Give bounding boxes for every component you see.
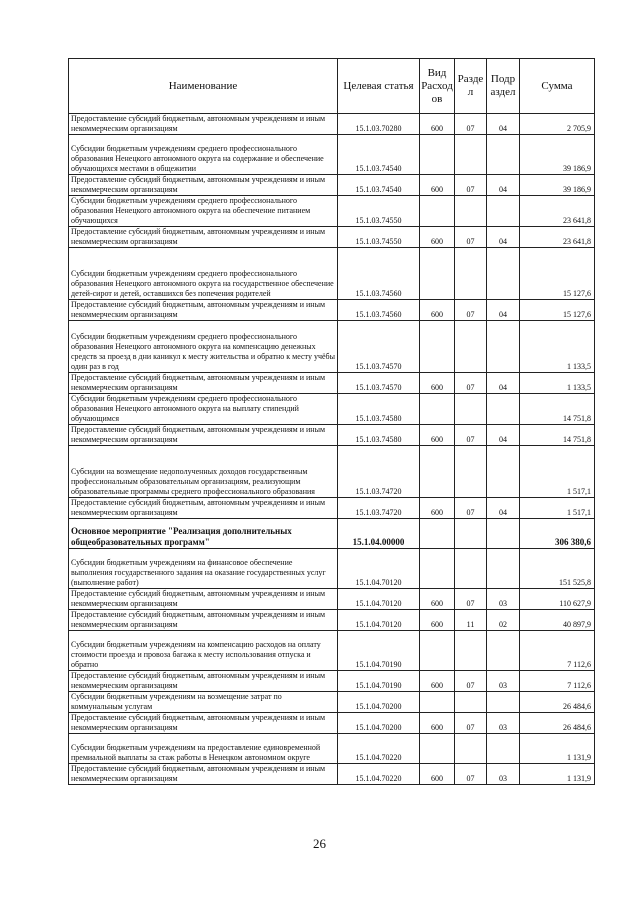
cell-vid — [420, 394, 455, 425]
table-row — [69, 248, 595, 300]
table-row — [69, 446, 595, 498]
cell-vid — [420, 321, 455, 373]
cell-sum: 23 641,8 — [520, 196, 595, 227]
cell-razd: 07 — [455, 589, 487, 610]
cell-podr — [487, 446, 520, 498]
cell-code: 15.1.04.70220 — [338, 764, 420, 785]
cell-sum: 1 517,1 — [520, 498, 595, 519]
budget-table — [68, 58, 595, 785]
cell-sum: 151 525,8 — [520, 549, 595, 589]
cell-name: Предоставление субсидий бюджетным, автономным учреждениям и иным некоммерческим организациям — [69, 610, 338, 631]
table-row — [69, 671, 595, 692]
cell-code: 15.1.03.74720 — [338, 498, 420, 519]
cell-podr — [487, 196, 520, 227]
table-body — [69, 114, 595, 785]
cell-vid — [420, 196, 455, 227]
cell-name: Предоставление субсидий бюджетным, автономным учреждениям и иным некоммерческим организациям — [69, 764, 338, 785]
cell-razd: 07 — [455, 227, 487, 248]
cell-vid — [420, 446, 455, 498]
table-row — [69, 589, 595, 610]
cell-vid — [420, 734, 455, 764]
cell-podr: 04 — [487, 498, 520, 519]
cell-podr: 04 — [487, 227, 520, 248]
cell-razd — [455, 196, 487, 227]
header-sum: Сумма — [520, 59, 595, 114]
header-vid: Вид Расход ов — [420, 59, 455, 114]
cell-name: Субсидии бюджетным учреждениям на финансовое обеспечение выполнения государственного задания на оказание государственных услуг (выполнение работ) — [69, 549, 338, 589]
cell-sum: 1 133,5 — [520, 373, 595, 394]
cell-podr: 04 — [487, 373, 520, 394]
cell-sum: 7 112,6 — [520, 671, 595, 692]
table-row — [69, 321, 595, 373]
cell-code: 15.1.04.70220 — [338, 734, 420, 764]
cell-vid — [420, 549, 455, 589]
cell-name: Предоставление субсидий бюджетным, автономным учреждениям и иным некоммерческим организациям — [69, 713, 338, 734]
cell-name: Предоставление субсидий бюджетным, автономным учреждениям и иным некоммерческим организациям — [69, 671, 338, 692]
cell-vid: 600 — [420, 713, 455, 734]
cell-code: 15.1.03.74560 — [338, 248, 420, 300]
cell-name: Субсидии бюджетным учреждениям среднего профессионального образования Ненецкого автономного округа на содержание и обеспечение обучающихся местами в общежитии — [69, 135, 338, 175]
cell-code: 15.1.03.74540 — [338, 175, 420, 196]
cell-razd: 07 — [455, 114, 487, 135]
cell-name: Предоставление субсидий бюджетным, автономным учреждениям и иным некоммерческим организациям — [69, 589, 338, 610]
cell-name: Субсидии на возмещение недополученных доходов государственным профессиональным образовательным организациям, реализующим образовательные программы среднего профессионального образования — [69, 446, 338, 498]
cell-razd — [455, 519, 487, 549]
cell-name: Предоставление субсидий бюджетным, автономным учреждениям и иным некоммерческим организациям — [69, 114, 338, 135]
cell-code: 15.1.03.70280 — [338, 114, 420, 135]
cell-name: Субсидии бюджетным учреждениям на компенсацию расходов на оплату стоимости проезда и провоза багажа к месту использования отпуска и обратно — [69, 631, 338, 671]
cell-razd: 07 — [455, 671, 487, 692]
cell-name: Субсидии бюджетным учреждениям на возмещение затрат по коммунальным услугам — [69, 692, 338, 713]
cell-code: 15.1.03.74580 — [338, 425, 420, 446]
cell-sum: 7 112,6 — [520, 631, 595, 671]
cell-razd: 07 — [455, 425, 487, 446]
cell-code: 15.1.03.74570 — [338, 321, 420, 373]
cell-razd — [455, 692, 487, 713]
table-row — [69, 713, 595, 734]
cell-code: 15.1.03.74540 — [338, 135, 420, 175]
table-row — [69, 498, 595, 519]
cell-podr: 03 — [487, 764, 520, 785]
cell-vid: 600 — [420, 175, 455, 196]
cell-vid: 600 — [420, 671, 455, 692]
cell-vid: 600 — [420, 425, 455, 446]
table-row — [69, 519, 595, 549]
cell-name: Предоставление субсидий бюджетным, автономным учреждениям и иным некоммерческим организациям — [69, 300, 338, 321]
cell-sum: 39 186,9 — [520, 175, 595, 196]
cell-name: Предоставление субсидий бюджетным, автономным учреждениям и иным некоммерческим организациям — [69, 175, 338, 196]
cell-name: Предоставление субсидий бюджетным, автономным учреждениям и иным некоммерческим организациям — [69, 498, 338, 519]
cell-podr — [487, 692, 520, 713]
cell-podr — [487, 135, 520, 175]
cell-podr — [487, 321, 520, 373]
cell-podr: 03 — [487, 589, 520, 610]
cell-vid — [420, 519, 455, 549]
cell-sum: 1 131,9 — [520, 734, 595, 764]
cell-podr — [487, 248, 520, 300]
table-row — [69, 175, 595, 196]
header-code: Целевая статья — [338, 59, 420, 114]
cell-razd — [455, 631, 487, 671]
cell-code: 15.1.04.70120 — [338, 549, 420, 589]
cell-code: 15.1.04.70200 — [338, 713, 420, 734]
cell-podr — [487, 631, 520, 671]
cell-podr: 02 — [487, 610, 520, 631]
cell-vid: 600 — [420, 227, 455, 248]
cell-vid: 600 — [420, 373, 455, 394]
table-row — [69, 734, 595, 764]
cell-code: 15.1.03.74560 — [338, 300, 420, 321]
table-row — [69, 394, 595, 425]
cell-code: 15.1.04.70190 — [338, 671, 420, 692]
cell-code: 15.1.03.74550 — [338, 196, 420, 227]
cell-sum: 39 186,9 — [520, 135, 595, 175]
cell-podr — [487, 734, 520, 764]
cell-vid: 600 — [420, 498, 455, 519]
cell-razd — [455, 248, 487, 300]
table-row — [69, 135, 595, 175]
cell-razd — [455, 446, 487, 498]
cell-sum: 26 484,6 — [520, 713, 595, 734]
cell-podr: 04 — [487, 425, 520, 446]
cell-sum: 2 705,9 — [520, 114, 595, 135]
cell-vid — [420, 248, 455, 300]
cell-vid: 600 — [420, 589, 455, 610]
cell-vid: 600 — [420, 114, 455, 135]
cell-sum: 306 380,6 — [520, 519, 595, 549]
cell-razd: 07 — [455, 300, 487, 321]
cell-name: Субсидии бюджетным учреждениям среднего профессионального образования Ненецкого автономного округа на компенсацию денежных средств за проезд в дни каникул к месту жительства и обратно к месту учёбы один раз в год — [69, 321, 338, 373]
table-row — [69, 196, 595, 227]
header-razd: Разде л — [455, 59, 487, 114]
cell-name: Предоставление субсидий бюджетным, автономным учреждениям и иным некоммерческим организациям — [69, 227, 338, 248]
cell-razd — [455, 734, 487, 764]
table-row — [69, 549, 595, 589]
cell-vid: 600 — [420, 610, 455, 631]
cell-name: Субсидии бюджетным учреждениям на предоставление единовременной премиальной выплаты за стаж работы в Ненецком автономном округе — [69, 734, 338, 764]
cell-sum: 1 131,9 — [520, 764, 595, 785]
table-row — [69, 692, 595, 713]
page-number: 26 — [313, 836, 326, 851]
cell-vid — [420, 692, 455, 713]
cell-name: Субсидии бюджетным учреждениям среднего профессионального образования Ненецкого автономного округа на выплату стипендий обучающимся — [69, 394, 338, 425]
cell-sum: 1 517,1 — [520, 446, 595, 498]
cell-code: 15.1.03.74580 — [338, 394, 420, 425]
table-header-row — [69, 59, 595, 114]
budget-table-container — [68, 58, 594, 785]
cell-sum: 26 484,6 — [520, 692, 595, 713]
table-row — [69, 114, 595, 135]
cell-podr — [487, 549, 520, 589]
cell-podr: 03 — [487, 671, 520, 692]
cell-sum: 40 897,9 — [520, 610, 595, 631]
cell-vid — [420, 631, 455, 671]
cell-vid: 600 — [420, 300, 455, 321]
cell-name: Субсидии бюджетным учреждениям среднего профессионального образования Ненецкого автономного округа на государственное обеспечение детей-сирот и детей, оставшихся без попечения родителей — [69, 248, 338, 300]
cell-vid: 600 — [420, 764, 455, 785]
cell-sum: 1 133,5 — [520, 321, 595, 373]
cell-vid — [420, 135, 455, 175]
cell-code: 15.1.04.70120 — [338, 589, 420, 610]
cell-sum: 15 127,6 — [520, 300, 595, 321]
cell-code: 15.1.04.70120 — [338, 610, 420, 631]
cell-podr: 03 — [487, 713, 520, 734]
cell-razd: 07 — [455, 175, 487, 196]
cell-sum: 14 751,8 — [520, 425, 595, 446]
cell-sum: 15 127,6 — [520, 248, 595, 300]
table-row — [69, 631, 595, 671]
table-row — [69, 764, 595, 785]
header-name: Наименование — [69, 59, 338, 114]
table-row — [69, 610, 595, 631]
header-podr: Подр аздел — [487, 59, 520, 114]
cell-name: Предоставление субсидий бюджетным, автономным учреждениям и иным некоммерческим организациям — [69, 425, 338, 446]
cell-razd: 07 — [455, 498, 487, 519]
table-row — [69, 425, 595, 446]
cell-code: 15.1.03.74720 — [338, 446, 420, 498]
cell-razd — [455, 394, 487, 425]
cell-razd — [455, 549, 487, 589]
cell-razd: 07 — [455, 373, 487, 394]
cell-sum: 110 627,9 — [520, 589, 595, 610]
cell-code: 15.1.04.00000 — [338, 519, 420, 549]
table-row — [69, 300, 595, 321]
table-row — [69, 227, 595, 248]
cell-podr: 04 — [487, 175, 520, 196]
cell-code: 15.1.03.74550 — [338, 227, 420, 248]
cell-podr: 04 — [487, 300, 520, 321]
cell-name: Основное мероприятие "Реализация дополнительных общеобразовательных программ" — [69, 519, 338, 549]
cell-code: 15.1.03.74570 — [338, 373, 420, 394]
table-row — [69, 373, 595, 394]
cell-name: Предоставление субсидий бюджетным, автономным учреждениям и иным некоммерческим организациям — [69, 373, 338, 394]
cell-razd — [455, 321, 487, 373]
cell-sum: 23 641,8 — [520, 227, 595, 248]
cell-podr: 04 — [487, 114, 520, 135]
cell-razd — [455, 135, 487, 175]
cell-podr — [487, 394, 520, 425]
cell-sum: 14 751,8 — [520, 394, 595, 425]
cell-code: 15.1.04.70190 — [338, 631, 420, 671]
cell-code: 15.1.04.70200 — [338, 692, 420, 713]
cell-podr — [487, 519, 520, 549]
cell-razd: 11 — [455, 610, 487, 631]
cell-name: Субсидии бюджетным учреждениям среднего профессионального образования Ненецкого автономного округа на обеспечение питанием обучающихся — [69, 196, 338, 227]
cell-razd: 07 — [455, 764, 487, 785]
cell-razd: 07 — [455, 713, 487, 734]
